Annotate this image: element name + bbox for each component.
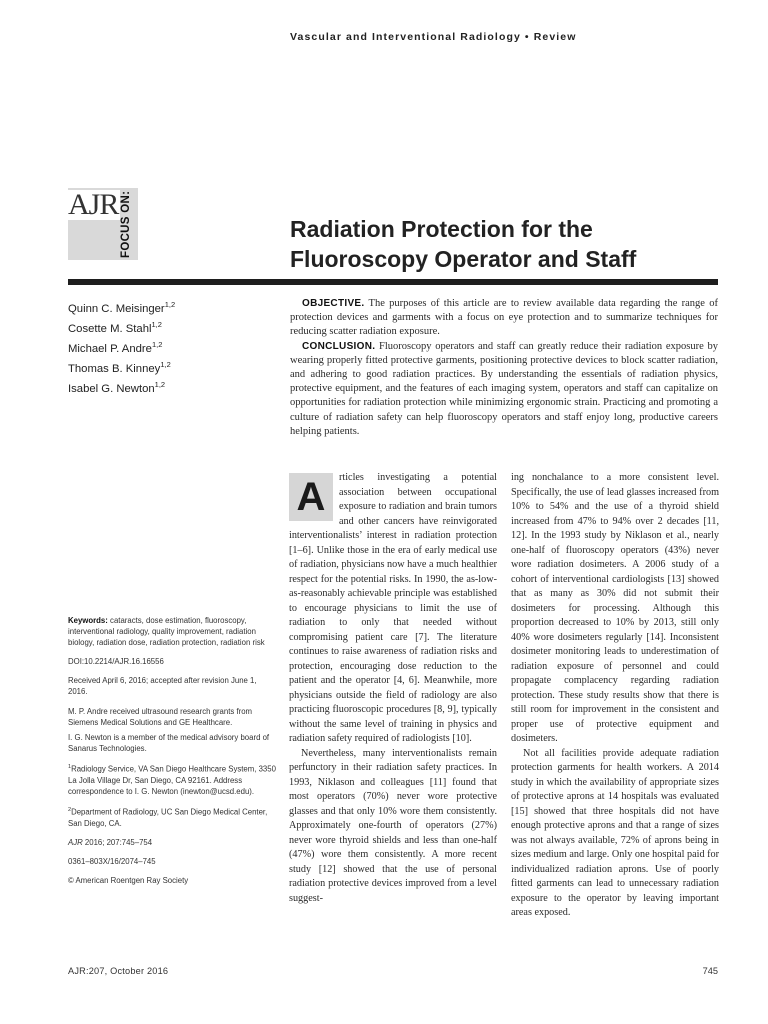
author-name: Michael P. Andre — [68, 342, 152, 355]
keywords — [68, 615, 278, 648]
author-affiliation: 1,2 — [160, 359, 171, 369]
author-affiliation: 1,2 — [154, 379, 166, 389]
author-affiliation: 1,2 — [164, 300, 176, 309]
ajr-focus-on-logo — [68, 188, 138, 260]
abstract — [290, 297, 718, 439]
page-number: 745 — [702, 966, 718, 976]
running-head: Vascular and Interventional Radiology • Review — [290, 31, 577, 43]
author — [68, 357, 268, 377]
paragraph-text: rticles investigating a potential association between occupational exposure to radiation and brain tumors and other cancers have reinvigorated interventionalists’ interest in radiation protection [1–6]. Unlike those in the era of early medical use of radiation, physicians now have a much healthier respect for the potential risks. In 1990, the as-low-as-reasonably achievable principle was established to encourage physicians to limit the use of radiation to only that needed without compromising patient care [7]. The literature continues to raise awareness of radiation risks and protection, encouraging dose reduction to the patient and the operator [4, 6]. Meanwhile, more physicians outside the field of radiology are also practicing fluoroscopic procedures [8, 9], typically without the same level of training in physics and radiation safety required of radiologists [10]. — [289, 472, 497, 744]
author-list — [68, 297, 268, 397]
doi: DOI:10.2214/AJR.16.16556 — [68, 657, 164, 667]
body-paragraph: Not all facilities provide adequate radiation protection garments for health workers. A 2014 study in which the availability of appropriate sizes of protective aprons at 14 hospitals was evaluated [15] showed that three hospitals did not have enough protective aprons and that a range of sizes was not always available, 72% of aprons being in sizes medium and large. Only one hospital paid for individualized radiation aprons. Use of poorly fitted garments can lead to unnecessary radiation exposure to the operator by leaving important areas exposed. — [511, 747, 719, 918]
keywords-label: Keywords: — [68, 616, 108, 625]
article-title: Radiation Protection for the Fluoroscopy Operator and Staff — [290, 216, 637, 272]
author-name: Isabel G. Newton — [68, 382, 155, 395]
body-paragraph: ing nonchalance to a more consistent level. Specifically, the use of lead glasses increased from 10% to 54% and the use of a thyroid shield increased from 47% to 94% over 2 decades [11, 12]. In the 1993 study by Niklason et al., nearly one-half of fluoroscopy operators (43%) never wore radiation dosimeters. A 2006 study of a cohort of interventional cardiologists [13] showed that as many as 30% did not submit their dosimeters for processing. Although this proportion decreased to 10% by 2013, still only 40% wore dosimeters regularly [14]. Inconsistent dosimeter monitoring leads to underestimation of radiation exposure of personnel and could propagate complacency regarding radiation protection. These study results show that there is still room for improvement in the consistent and proper use of protective equipment and dosimeters. — [511, 472, 719, 744]
author-affiliation: 1,2 — [151, 339, 163, 349]
citation-journal: AJR — [68, 837, 83, 847]
body-paragraph — [289, 471, 497, 747]
drop-cap: A — [289, 473, 333, 521]
affiliation-number: 2 — [68, 806, 72, 813]
objective-text: The purposes of this article are to review available data regarding the range of protection devices and garments with a focus on eye protection and to summarize techniques for reducing scatter radiation exposure. — [290, 298, 718, 338]
author — [68, 377, 268, 397]
article-sidebar — [68, 615, 278, 894]
body-column-1 — [289, 471, 497, 906]
logo-ajr-text: AJR — [68, 188, 119, 221]
keywords-text: cataracts, dose estimation, fluoroscopy, interventional radiology, quality improvement, radiation biology, radiation dose, radiation protection, radiation risk — [68, 616, 265, 648]
affiliation — [68, 805, 278, 829]
author — [68, 297, 268, 317]
conclusion-label: CONCLUSION. — [302, 340, 376, 352]
disclosure: I. G. Newton is a member of the medical advisory board of Sanarus Technologies. — [68, 732, 270, 753]
abstract-conclusion — [290, 340, 718, 439]
title-rule — [68, 279, 718, 285]
citation-rest: 2016; 207:745–754 — [82, 837, 153, 847]
abstract-objective — [290, 297, 718, 340]
affiliation-text: Radiology Service, VA San Diego Healthcare System, 3350 La Jolla Village Dr, San Diego, CA 92161. Address correspondence to I. G. Newton (inewton@ucsd.edu). — [68, 764, 276, 796]
author — [68, 317, 268, 337]
body-paragraph: Nevertheless, many interventionalists remain perfunctory in their radiation safety practices. In 1993, Niklason and colleagues [11] found that most operators (70%) never wore protective glasses and that only 10% wore them consistently. Approximately one-fourth of operators (27%) never wore thyroid shields and less than one-half (47%) wore them consistently. A more recent study [12] showed that the use of personal radiation protective devices improved from a level suggest- — [289, 747, 497, 904]
footer-journal-issue: AJR:207, October 2016 — [68, 966, 169, 976]
author-name: Quinn C. Meisinger — [68, 302, 165, 315]
affiliation — [68, 762, 278, 797]
conclusion-text: Fluoroscopy operators and staff can greatly reduce their radiation exposure by wearing properly fitted protective garments, positioning protective devices to block scatter radiation, and adhering to good radiation practices. By understanding the essentials of radiation physics, protective equipment, and the features of each imaging system, operators and staff can capitalize on opportunities for radiation protection while minimizing ergonomic strain. Practicing and promoting a culture of radiation safety can help fluoroscopy operators and staff enjoy long, productive careers helping patients. — [290, 340, 718, 437]
affiliation-number: 1 — [68, 763, 72, 770]
author-name: Cosette M. Stahl — [68, 322, 152, 335]
copyright: © American Roentgen Ray Society — [68, 875, 189, 885]
logo-focus-on-text: FOCUS ON: — [120, 190, 132, 258]
citation — [68, 837, 278, 848]
disclosure: M. P. Andre received ultrasound research grants from Siemens Medical Solutions and GE Healthcare. — [68, 706, 253, 727]
received-date: Received April 6, 2016; accepted after revision June 1, 2016. — [68, 676, 257, 697]
author-affiliation: 1,2 — [151, 319, 162, 329]
objective-label: OBJECTIVE. — [302, 298, 365, 309]
author — [68, 337, 268, 357]
body-column-2 — [511, 471, 719, 921]
affiliation-text: Department of Radiology, UC San Diego Medical Center, San Diego, CA. — [68, 807, 268, 828]
author-name: Thomas B. Kinney — [68, 362, 161, 375]
issn: 0361–803X/16/2074–745 — [68, 856, 156, 866]
